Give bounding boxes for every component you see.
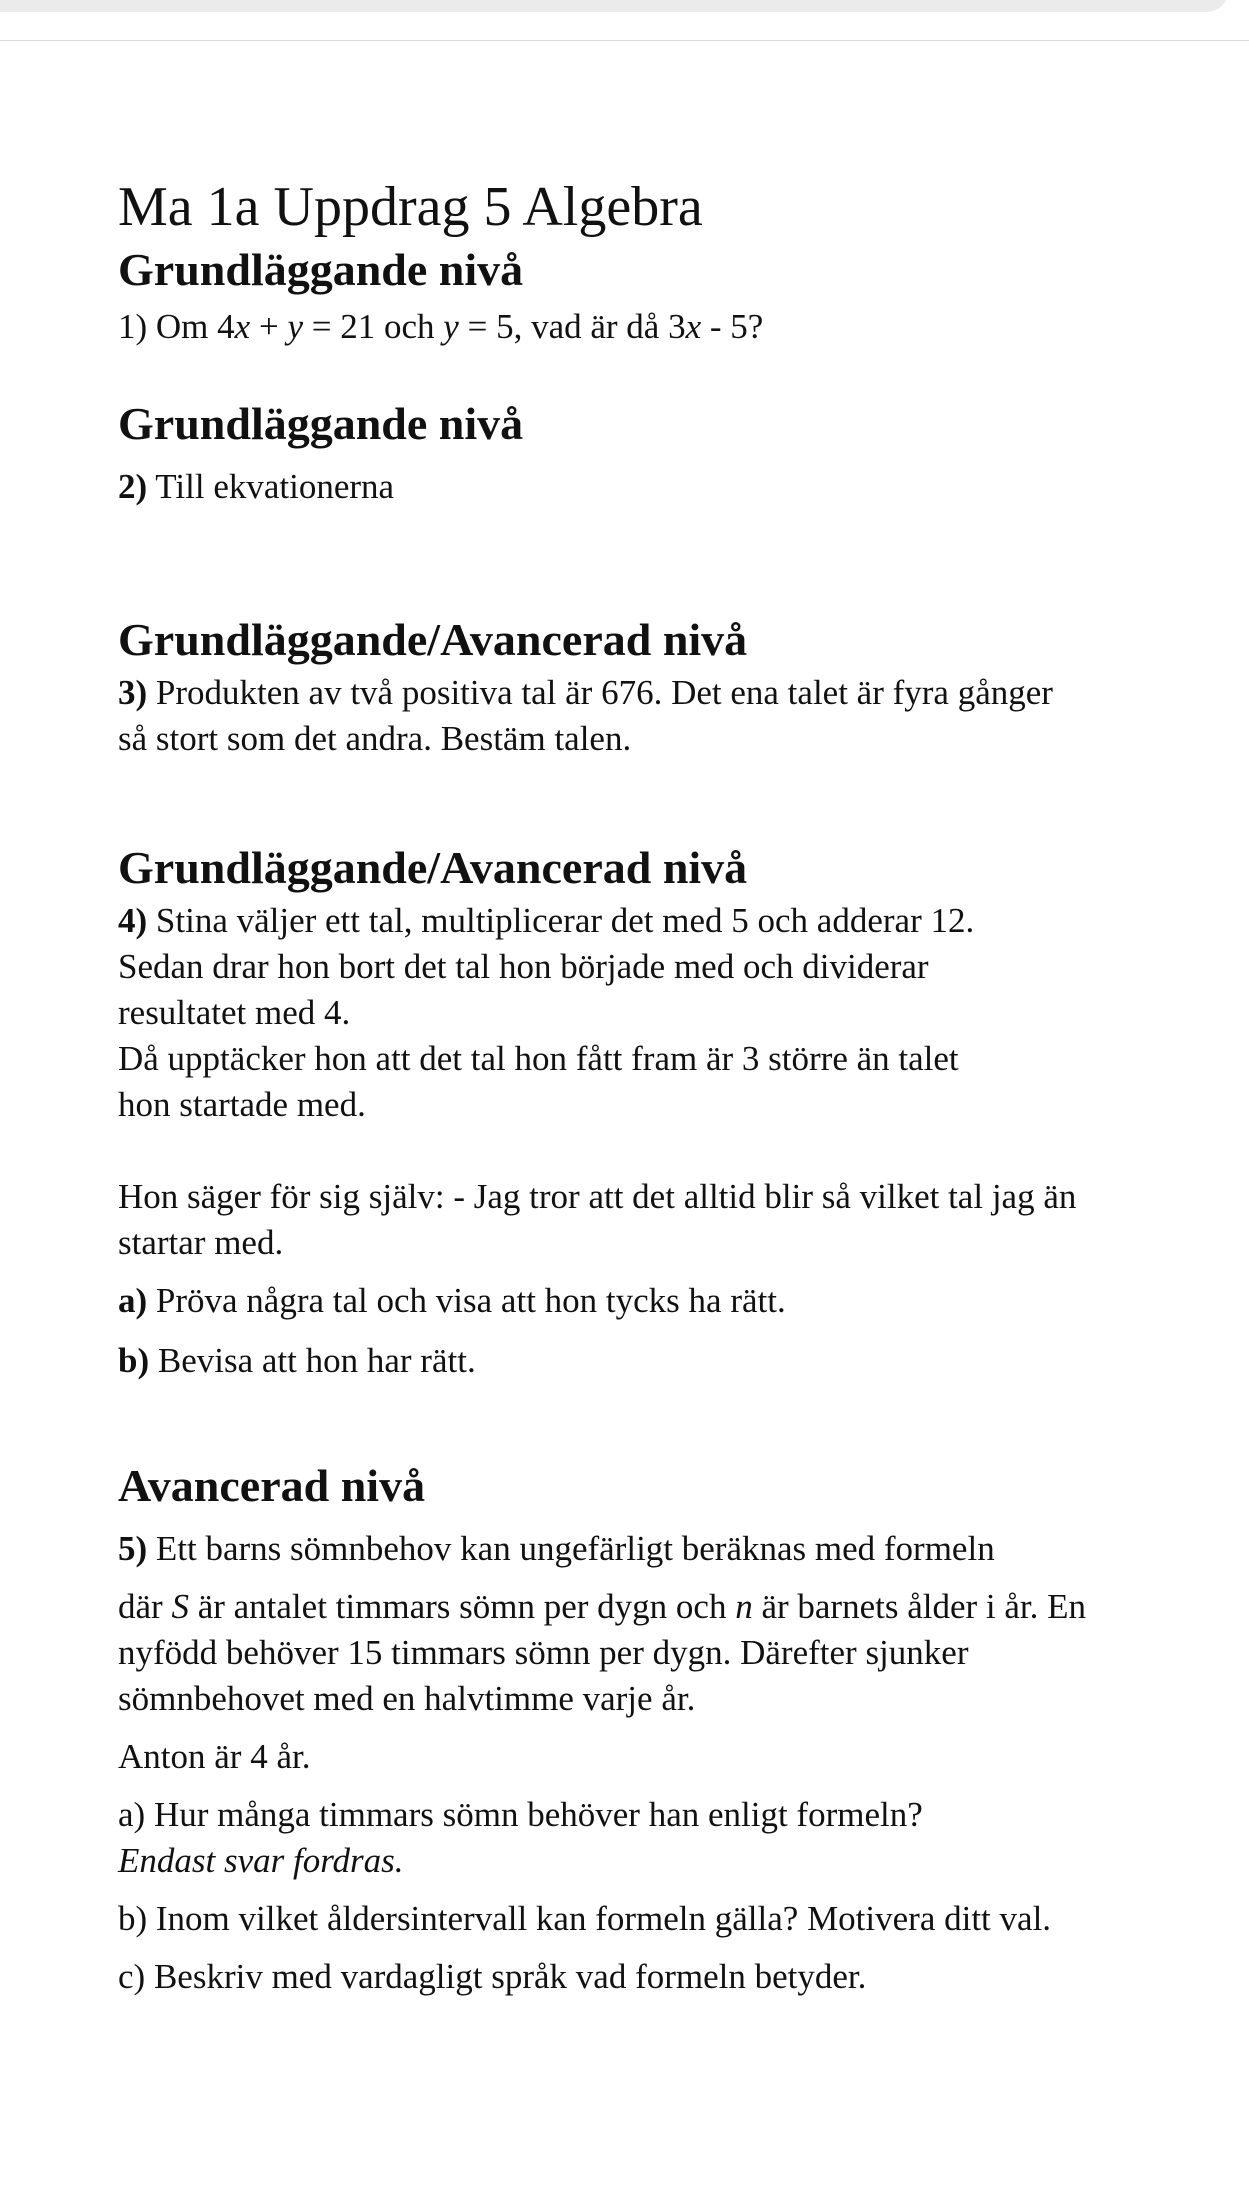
- document-body: [118, 172, 1118, 2000]
- question-5-anton: Anton är 4 år.: [118, 1737, 311, 1776]
- question-1: 1) Om 4x + y = 21 och y = 5, vad är då 3x - 5?: [118, 307, 764, 346]
- section-heading-2: Grundläggande nivå: [118, 398, 524, 449]
- section-heading-4: Grundläggande/Avancerad nivå: [118, 842, 748, 893]
- question-4a: a) Pröva några tal och visa att hon tycks ha rätt.: [118, 1281, 786, 1320]
- question-5b: b) Inom vilket åldersintervall kan formeln gälla? Motivera ditt val.: [118, 1899, 1052, 1938]
- question-5: 5) Ett barns sömnbehov kan ungefärligt beräknas med formeln där S är antalet timmars sömn per dygn och n är barnets ålder i år. En nyfödd behöver 15 timmars sömn per dygn. Därefter sjunker sömnbehovet med en halvtimme varje år. Anton är 4 år. a) Hur många timmars sömn behöver han enligt formeln? Endast svar fordras. b) Inom vilket åldersintervall kan formeln gälla? Motivera ditt val. c) Beskriv med vardagligt språk vad formeln betyder.: [118, 1526, 1118, 2000]
- question-5a-note: Endast svar fordras.: [118, 1841, 404, 1880]
- question-5c: c) Beskriv med vardagligt språk vad formeln betyder.: [118, 1957, 867, 1996]
- address-bar[interactable]: [0, 0, 1228, 12]
- section-heading-3: Grundläggande/Avancerad nivå: [118, 614, 748, 665]
- question-4-paragraph-2: Hon säger för sig själv: - Jag tror att det alltid blir så vilket tal jag än startar med.: [118, 1177, 1077, 1262]
- question-5a: a) Hur många timmars sömn behöver han enligt formeln?: [118, 1795, 923, 1834]
- question-2: 2) Till ekvationerna: [118, 467, 395, 506]
- section-heading-1: Grundläggande nivå: [118, 244, 524, 295]
- browser-top-bar: [0, 0, 1249, 41]
- question-4: 4) Stina väljer ett tal, multiplicerar det med 5 och adderar 12. Sedan drar hon bort det tal hon började med och dividerar resultatet med 4. Då upptäcker hon att det tal hon fått fram är 3 större än talet hon startade med. Hon säger för sig själv: - Jag tror att det alltid blir så vilket tal jag än startar med. a) Pröva några tal och visa att hon tycks ha rätt. b) Bevisa att hon har rätt.: [118, 898, 1118, 1384]
- section-heading-5: Avancerad nivå: [118, 1460, 426, 1511]
- question-3: 3) Produkten av två positiva tal är 676. Det ena talet är fyra gånger så stort som det andra. Bestäm talen.: [118, 673, 1053, 758]
- question-4b: b) Bevisa att hon har rätt.: [118, 1341, 476, 1380]
- page-title: Ma 1a Uppdrag 5 Algebra: [118, 176, 703, 238]
